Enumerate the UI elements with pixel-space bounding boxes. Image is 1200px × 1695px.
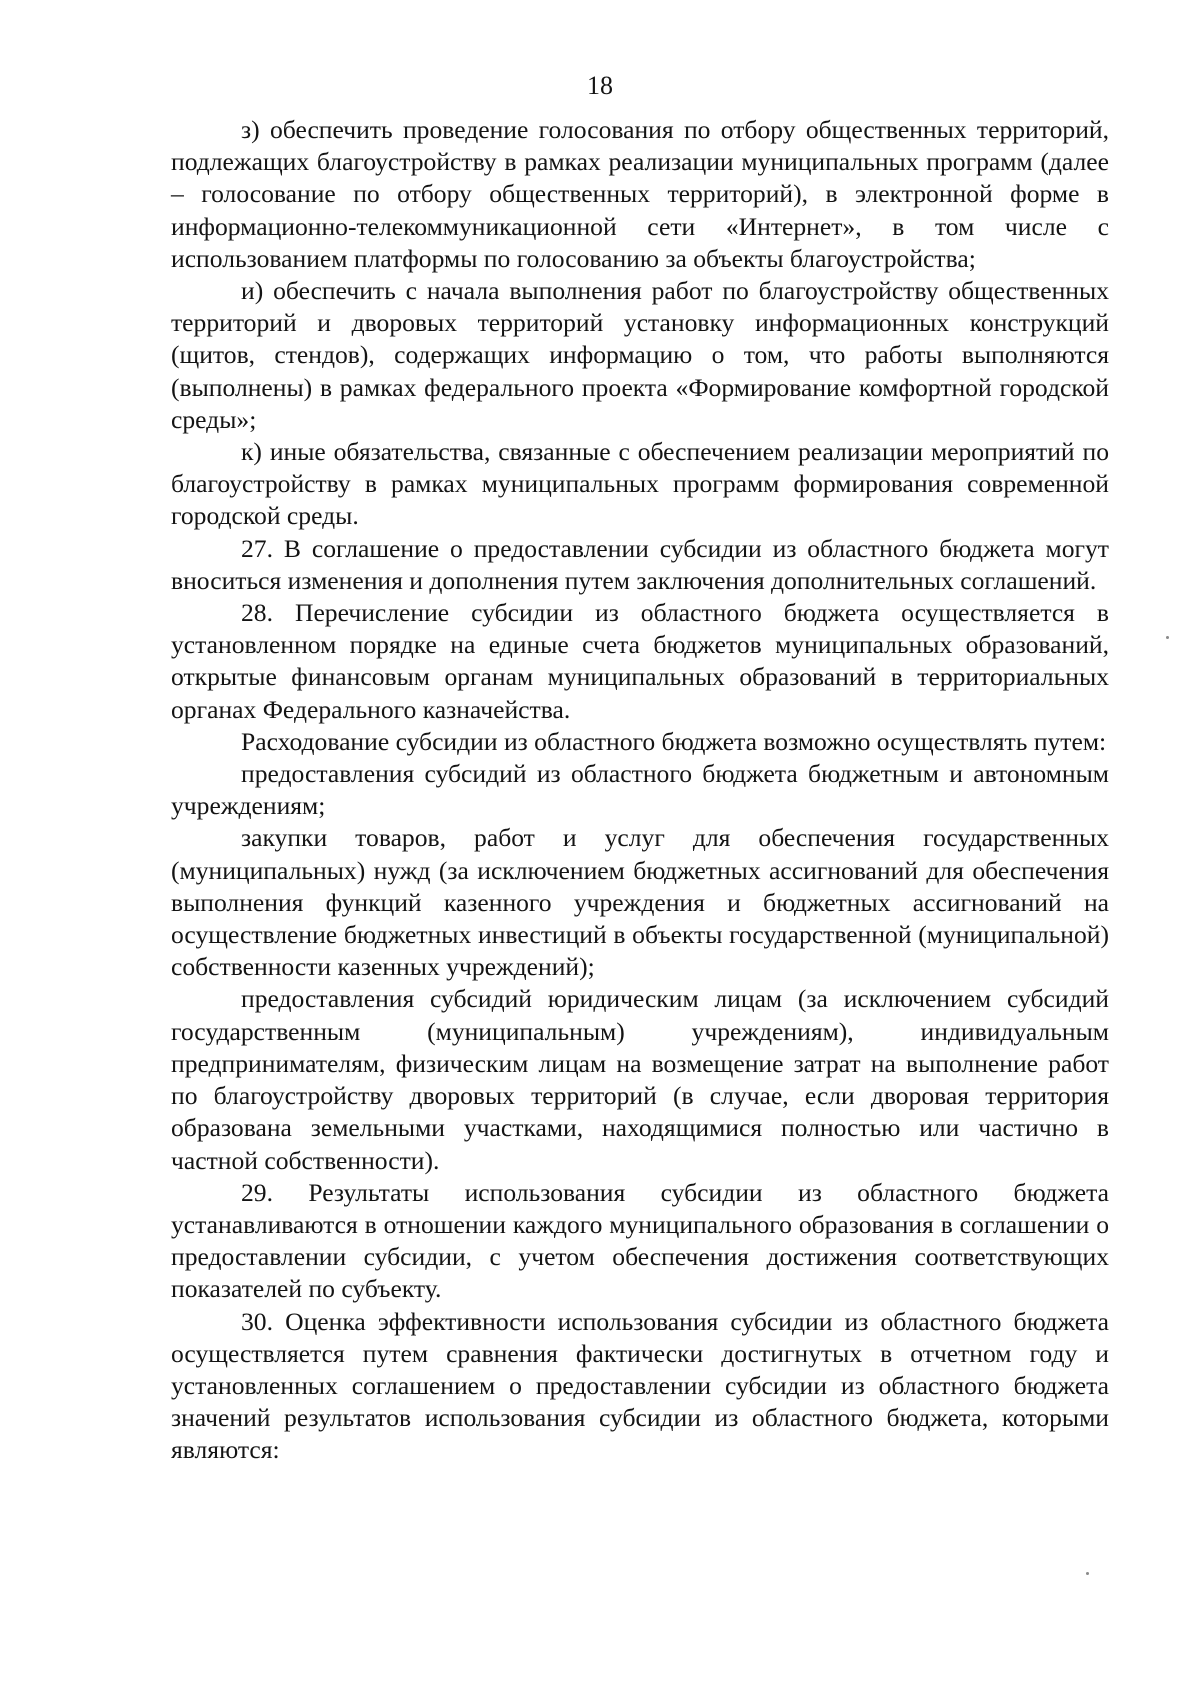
spending-item-legal-entities: предоставления субсидий юридическим лицам (за исключением субсидий государственным (муниципальным) учреждениям), индивидуальным предпринимателям, физическим лицам на возмещение затрат на выполнение работ по благоустройству дворовых территорий (в случае, если дворовая территория образована земельными участками, находящимися полностью или частично в частной собственности). (171, 984, 1109, 1175)
spending-intro: Расходование субсидии из областного бюджета возможно осуществлять путем: (241, 726, 1107, 756)
document-body (171, 114, 1109, 1467)
clause-z-voting: з) обеспечить проведение голосования по отбору общественных территорий, подлежащих благоустройству в рамках реализации муниципальных программ (далее – голосование по отбору общественных территорий), в электронной форме в информационно-телекоммуникационной сети «Интернет», в том числе с использованием платформы по голосованию за объекты благоустройства; (171, 115, 1109, 273)
scan-speck (1166, 636, 1169, 639)
clause-27-agreement-changes: 27. В соглашение о предоставлении субсидии из областного бюджета могут вноситься изменения и дополнения путем заключения дополнительных соглашений. (171, 533, 1109, 595)
scan-speck (1086, 1572, 1089, 1575)
clause-i-info-boards: и) обеспечить с начала выполнения работ по благоустройству общественных территорий и дворовых территорий установку информационных конструкций (щитов, стендов), содержащих информацию о том, что работы выполняются (выполнены) в рамках федерального проекта «Формирование комфортной городской среды»; (171, 276, 1109, 434)
clause-29-results: 29. Результаты использования субсидии из областного бюджета устанавливаются в отношении каждого муниципального образования в соглашении о предоставлении субсидии, с учетом обеспечения достижения соответствующих показателей по субъекту. (171, 1177, 1109, 1304)
clause-k-other-obligations: к) иные обязательства, связанные с обеспечением реализации мероприятий по благоустройству в рамках муниципальных программ формирования современной городской среды. (171, 437, 1109, 531)
spending-item-institutions: предоставления субсидий из областного бюджета бюджетным и автономным учреждениям; (171, 759, 1109, 821)
clause-30-efficiency: 30. Оценка эффективности использования субсидии из областного бюджета осуществляется путем сравнения фактически достигнутых в отчетном году и установленных соглашением о предоставлении субсидии из областного бюджета значений результатов использования субсидии из областного бюджета, которыми являются: (171, 1306, 1109, 1465)
spending-item-procurement: закупки товаров, работ и услуг для обеспечения государственных (муниципальных) нужд (за исключением бюджетных ассигнований для обеспечения выполнения функций казенного учреждения и бюджетных ассигнований на осуществление бюджетных инвестиций в объекты государственной (муниципальной) собственности казенных учреждений); (171, 823, 1109, 982)
clause-28-transfer: 28. Перечисление субсидии из областного бюджета осуществляется в установленном порядке на единые счета бюджетов муниципальных образований, открытые финансовым органам муниципальных образований в территориальных органах Федерального казначейства. (171, 598, 1109, 724)
page-number: 18 (587, 71, 613, 100)
